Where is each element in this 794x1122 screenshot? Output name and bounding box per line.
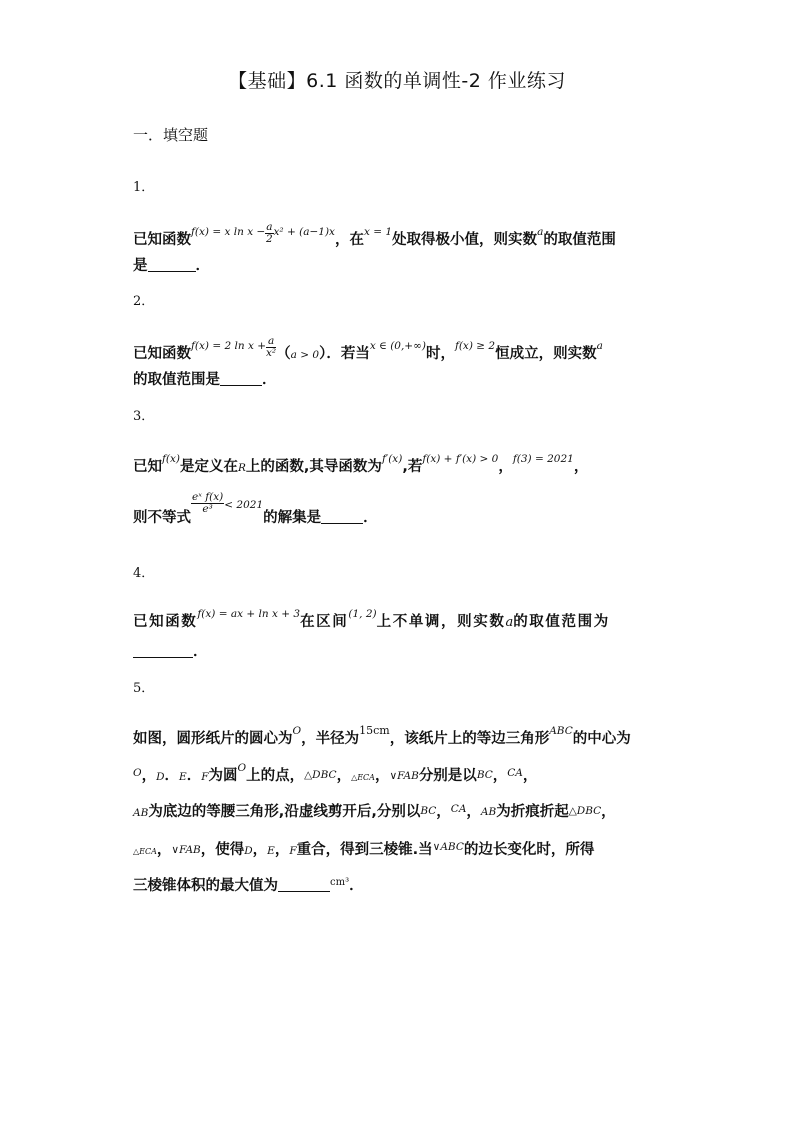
q5-F: F	[201, 771, 209, 783]
q4-text: ．	[193, 644, 208, 660]
q5-text: 分别是以	[418, 768, 477, 784]
q5-text: 三棱锥体积的最大值为	[133, 878, 278, 894]
q4-text: 已知函数	[133, 614, 198, 630]
q5-text: ，	[601, 804, 616, 820]
q3-ineq-rhs: < 2021	[224, 499, 264, 512]
q2-a-positive: a > 0	[290, 349, 320, 362]
q5-O: O	[292, 725, 302, 737]
q3-text: 已知	[133, 459, 162, 475]
q2-text: 恒成立，则实数	[495, 346, 597, 363]
q5-text: ，	[156, 842, 172, 858]
q5-triangle-ECA: △ECA	[351, 773, 375, 782]
question-5-line-2	[133, 762, 673, 785]
q5-text: ，半径为	[301, 731, 360, 747]
q2-inequality: f(x) ≥ 2	[454, 340, 496, 353]
page-title: 【基础】6.1 函数的单调性-2 作业练习	[228, 70, 566, 92]
q5-F: F	[289, 845, 297, 857]
q3-R: R	[238, 462, 246, 474]
question-5-line-5	[133, 874, 673, 895]
q5-text: ，	[274, 842, 290, 858]
q5-text: 为折痕折起	[496, 804, 569, 820]
answer-blank[interactable]	[278, 879, 330, 892]
q5-text: 为圆	[208, 768, 238, 784]
q2-text: （	[276, 346, 291, 363]
q3-ineq-num: eˣ f(x)	[192, 491, 224, 503]
q3-ineq-den: e³	[202, 503, 213, 516]
q5-O: O	[133, 767, 142, 779]
q5-text: ．	[349, 878, 364, 894]
q1-text: ．	[195, 258, 210, 274]
q2-function-lhs: f(x) = 2 ln x +	[191, 340, 267, 353]
answer-blank[interactable]	[133, 645, 193, 658]
answer-blank[interactable]	[148, 259, 196, 272]
q5-unit: cm³	[330, 877, 350, 888]
q2-domain: x ∈ (0,+∞)	[369, 340, 426, 353]
q1-text: 是	[133, 258, 148, 274]
q5-D: D	[244, 845, 253, 857]
q1-text: 处取得极小值，则实数	[392, 232, 538, 249]
q5-text: ，	[252, 842, 268, 858]
q5-CA: CA	[450, 803, 467, 815]
q2-frac-num: a	[267, 335, 275, 347]
q5-text: ，	[492, 768, 508, 784]
q5-D: D	[156, 771, 165, 783]
q5-text: ，该纸片上的等边三角形	[389, 731, 550, 747]
q1-frac-den: 2	[266, 233, 273, 246]
q2-text: ）．若当	[319, 346, 370, 363]
q5-text: ．	[186, 768, 202, 784]
q3-text: 上的函数,其导函数为	[245, 459, 382, 475]
q3-derivative: f′(x)	[381, 453, 403, 465]
q3-text: 是定义在	[180, 459, 239, 475]
q5-text: ，	[374, 768, 390, 784]
q2-text: 已知函数	[133, 346, 191, 363]
q4-text: 上不单调，则实数	[376, 614, 506, 630]
q2-variable: a	[596, 340, 603, 353]
question-5-line-3	[133, 800, 673, 821]
q1-text: ，在	[334, 232, 364, 249]
q3-text: 的解集是	[263, 510, 322, 527]
question-2-line-1	[133, 336, 673, 363]
answer-blank[interactable]	[321, 511, 363, 524]
section-heading: 一．填空题	[133, 126, 209, 144]
q4-function: f(x) = ax + ln x + 3	[197, 608, 301, 620]
q5-text: ，使得	[200, 842, 245, 858]
q5-text: 的中心为	[572, 731, 631, 747]
q3-text: ．	[363, 510, 378, 527]
q5-CA: CA	[507, 767, 523, 779]
q5-AB: AB	[480, 806, 497, 818]
q4-text: 在区间	[300, 614, 349, 630]
q5-text: 的边长变化时，所得	[463, 842, 595, 858]
q5-triangle-FAB: ∨FAB	[389, 770, 419, 782]
q4-interval: (1, 2)	[348, 608, 377, 620]
q5-text: ．	[164, 768, 180, 784]
q1-function-rhs: x² + (a−1)x	[273, 226, 335, 239]
q5-radius: 15cm	[359, 724, 390, 737]
q2-text: 时，	[425, 346, 455, 363]
q3-text: ,若	[402, 459, 423, 475]
q5-text: ，	[336, 768, 352, 784]
question-1-line-1	[133, 222, 673, 249]
q4-variable: a	[505, 615, 514, 630]
q5-E: E	[179, 771, 187, 783]
q5-triangle-FAB: ∨FAB	[171, 844, 201, 856]
question-4-number: 4．	[133, 566, 155, 581]
q5-text: ，	[466, 804, 481, 820]
question-3-number: 3．	[133, 409, 155, 424]
answer-blank[interactable]	[220, 373, 262, 386]
q2-text: 的取值范围是	[133, 372, 220, 388]
q2-text: ．	[262, 372, 277, 388]
question-3-line-1	[133, 453, 673, 476]
q5-BC: BC	[420, 805, 437, 817]
q3-text: ，	[573, 459, 589, 475]
q1-text: 已知函数	[133, 232, 191, 249]
q5-text: ，	[141, 768, 157, 784]
q5-text: ，	[436, 804, 451, 820]
q5-triangle-ABC: ∨ABC	[432, 841, 464, 853]
q5-text: 上的点，	[246, 768, 305, 784]
q5-triangle-DBC: △DBC	[304, 769, 337, 781]
q5-triangle-DBC: △DBC	[568, 805, 602, 817]
question-5-line-1	[133, 724, 673, 748]
question-1-line-2	[133, 254, 673, 275]
question-3-line-2	[133, 492, 673, 527]
question-2-number: 2．	[133, 294, 155, 309]
q5-AB: AB	[133, 807, 149, 819]
q5-text: 为底边的等腰三角形,沿虚线剪开后,分别以	[148, 804, 421, 820]
q2-frac-den: x²	[266, 347, 277, 360]
q1-text: 的取值范围	[543, 232, 616, 249]
q5-triangle-ECA: △ECA	[133, 847, 157, 856]
q5-E: E	[267, 845, 275, 857]
question-4-line-1	[133, 608, 673, 631]
question-2-line-2	[133, 368, 673, 389]
question-4-line-2	[133, 640, 673, 661]
question-1-number: 1．	[133, 180, 155, 195]
question-5-number: 5．	[133, 681, 155, 696]
q1-function-lhs: f(x) = x ln x −	[191, 226, 266, 239]
q5-text: 重合，得到三棱锥.当	[296, 842, 433, 858]
question-5-line-4	[133, 838, 673, 859]
q1-variable: a	[537, 226, 544, 239]
q3-fx: f(x)	[162, 453, 181, 465]
q5-text: 如图，圆形纸片的圆心为	[133, 731, 293, 747]
q5-ABC: ABC	[549, 725, 573, 737]
q5-BC: BC	[476, 769, 493, 781]
q3-condition-1: f(x) + f′(x) > 0	[422, 453, 499, 465]
q3-text: ，	[498, 459, 513, 475]
q3-text: 则不等式	[133, 510, 191, 527]
q3-condition-2: f(3) = 2021	[512, 453, 574, 465]
q5-O: O	[237, 762, 247, 774]
q1-condition: x = 1	[363, 226, 393, 239]
q1-frac-num: a	[266, 221, 273, 233]
q4-text: 的取值范围为	[513, 614, 610, 630]
q5-text: ，	[522, 768, 538, 784]
